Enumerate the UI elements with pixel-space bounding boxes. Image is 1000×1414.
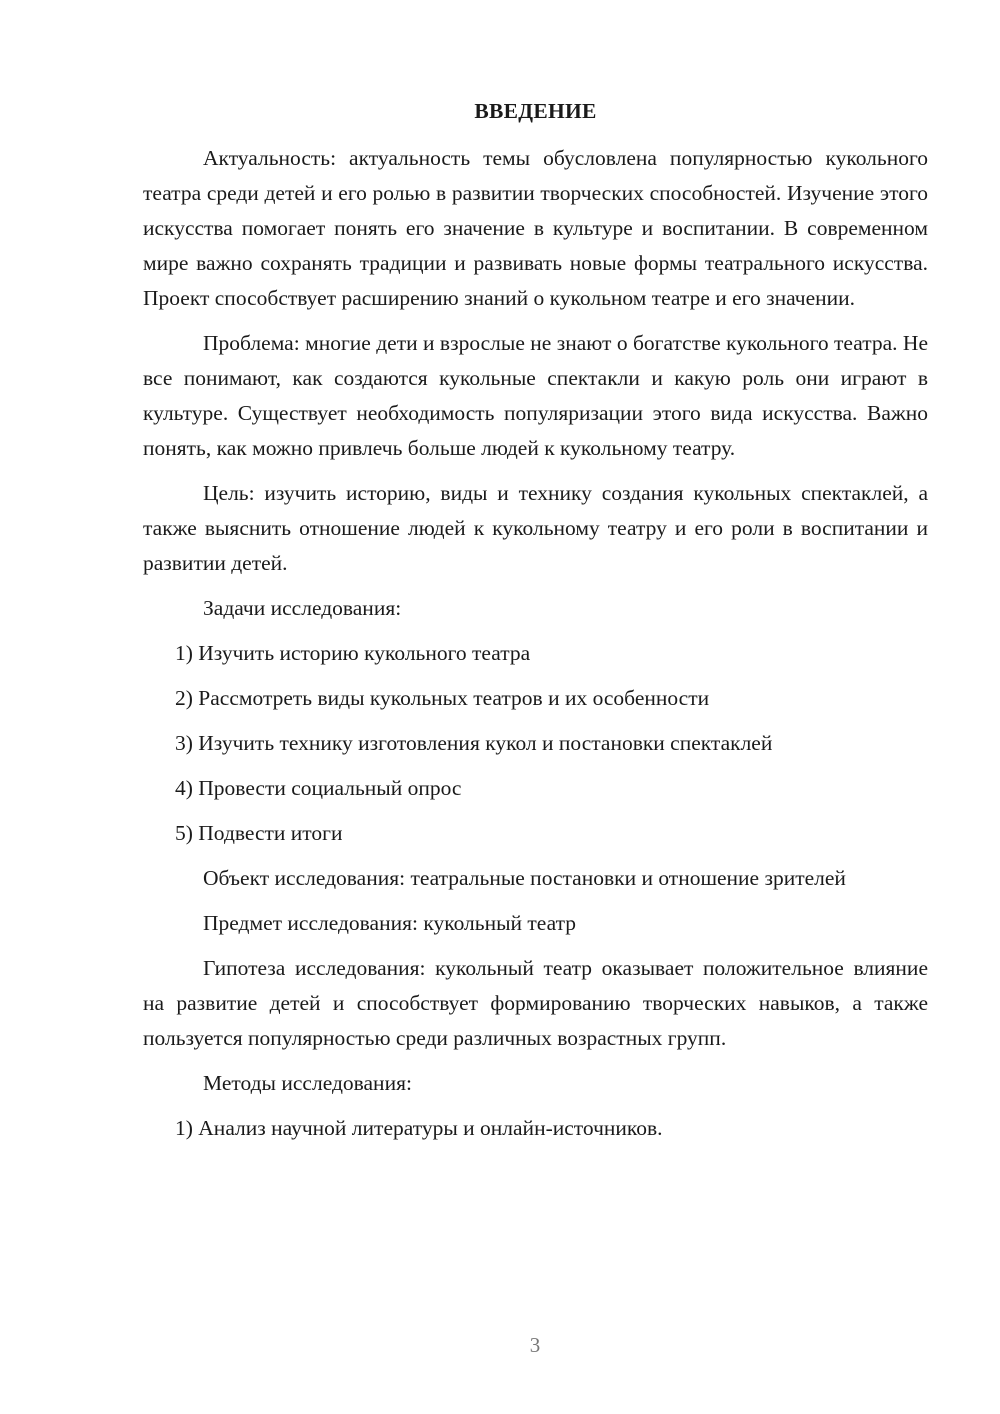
subject-paragraph: Предмет исследования: кукольный театр <box>203 911 576 935</box>
list-item: 5) Подвести итоги <box>175 821 343 845</box>
list-item: 4) Провести социальный опрос <box>175 776 462 800</box>
object-paragraph: Объект исследования: театральные постановки и отношение зрителей <box>203 866 846 890</box>
document-body <box>143 94 928 1156</box>
goal-paragraph: Цель: изучить историю, виды и технику создания кукольных спектаклей, а также выяснить отношение людей к кукольному театру и его роли в воспитании и развитии детей. <box>143 481 928 575</box>
problem-paragraph: Проблема: многие дети и взрослые не знают о богатстве кукольного театра. Не все понимают, как создаются кукольные спектакли и какую роль они играют в культуре. Существует необходимость популяризации этого вида искусства. Важно понять, как можно привлечь больше людей к кукольному театру. <box>143 331 928 460</box>
page-number: 3 <box>529 1333 541 1357</box>
list-item: 1) Анализ научной литературы и онлайн-источников. <box>175 1116 663 1140</box>
section-title: ВВЕДЕНИЕ <box>474 99 597 123</box>
list-item: 2) Рассмотреть виды кукольных театров и их особенности <box>175 686 710 710</box>
tasks-list <box>143 636 928 851</box>
list-item: 1) Изучить историю кукольного театра <box>175 641 531 665</box>
methods-heading: Методы исследования: <box>203 1071 412 1095</box>
methods-list <box>143 1111 928 1146</box>
list-item: 3) Изучить технику изготовления кукол и постановки спектаклей <box>175 731 773 755</box>
hypothesis-paragraph: Гипотеза исследования: кукольный театр оказывает положительное влияние на развитие детей и способствует формированию творческих навыков, а также пользуется популярностью среди различных возрастных групп. <box>143 956 928 1050</box>
tasks-heading: Задачи исследования: <box>203 596 402 620</box>
relevance-paragraph: Актуальность: актуальность темы обусловлена популярностью кукольного театра среди детей и его ролью в развитии творческих способностей. Изучение этого искусства помогает понять его значение в культуре и воспитании. В современном мире важно сохранять традиции и развивать новые формы театрального искусства. Проект способствует расширению знаний о кукольном театре и его значении. <box>143 146 928 310</box>
